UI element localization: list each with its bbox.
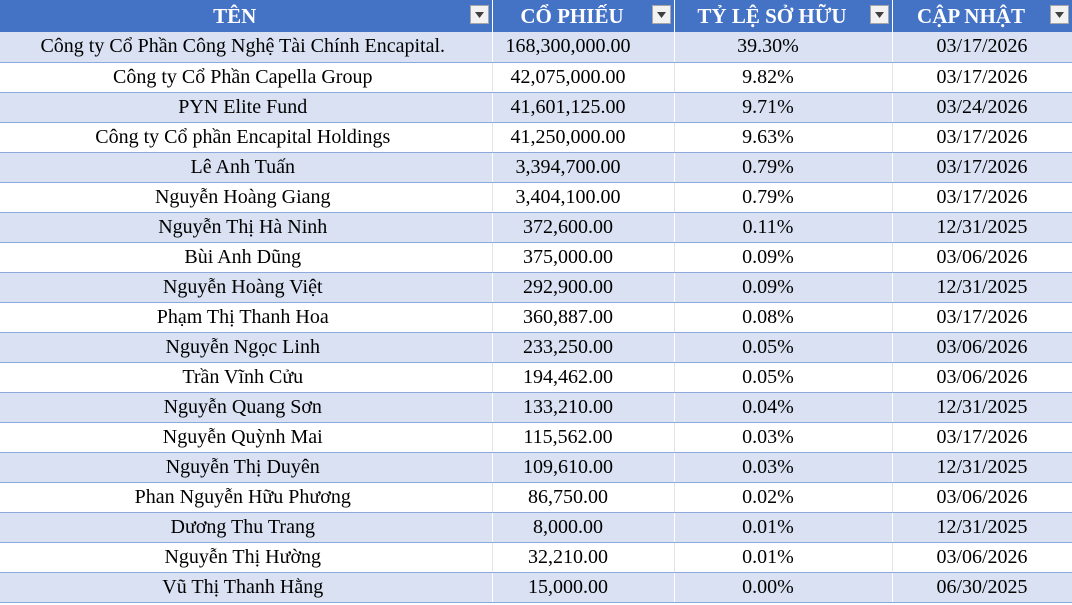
cell-shares[interactable]: 375,000.00 xyxy=(492,242,674,272)
cell-name[interactable]: Bùi Anh Dũng xyxy=(0,242,492,272)
cell-name[interactable]: Vũ Thị Thanh Hằng xyxy=(0,572,492,602)
cell-ratio[interactable]: 0.11% xyxy=(674,212,892,242)
cell-ratio[interactable]: 9.82% xyxy=(674,62,892,92)
table-row[interactable] xyxy=(0,302,1072,332)
cell-ratio[interactable]: 0.01% xyxy=(674,542,892,572)
table-row[interactable] xyxy=(0,422,1072,452)
table-row[interactable] xyxy=(0,212,1072,242)
table-row[interactable] xyxy=(0,92,1072,122)
table-row[interactable] xyxy=(0,152,1072,182)
table-row[interactable] xyxy=(0,122,1072,152)
cell-updated[interactable]: 03/06/2026 xyxy=(892,362,1072,392)
column-header-shares-label: CỔ PHIẾU xyxy=(520,3,624,28)
cell-name[interactable]: Công ty Cổ Phần Công Nghệ Tài Chính Encapital. xyxy=(0,32,492,62)
column-header-shares xyxy=(492,0,674,32)
cell-ratio[interactable]: 9.71% xyxy=(674,92,892,122)
cell-updated[interactable]: 03/17/2026 xyxy=(892,302,1072,332)
table-row[interactable] xyxy=(0,62,1072,92)
table-row[interactable] xyxy=(0,542,1072,572)
cell-name[interactable]: Lê Anh Tuấn xyxy=(0,152,492,182)
cell-updated[interactable]: 03/06/2026 xyxy=(892,332,1072,362)
cell-updated[interactable]: 12/31/2025 xyxy=(892,212,1072,242)
cell-name[interactable]: PYN Elite Fund xyxy=(0,92,492,122)
cell-shares[interactable]: 115,562.00 xyxy=(492,422,674,452)
cell-shares[interactable]: 32,210.00 xyxy=(492,542,674,572)
cell-shares[interactable]: 109,610.00 xyxy=(492,452,674,482)
cell-updated[interactable]: 03/17/2026 xyxy=(892,152,1072,182)
cell-updated[interactable]: 06/30/2025 xyxy=(892,572,1072,602)
cell-ratio[interactable]: 0.00% xyxy=(674,572,892,602)
cell-ratio[interactable]: 0.04% xyxy=(674,392,892,422)
cell-name[interactable]: Phạm Thị Thanh Hoa xyxy=(0,302,492,332)
cell-name[interactable]: Phan Nguyễn Hữu Phương xyxy=(0,482,492,512)
table-row[interactable] xyxy=(0,512,1072,542)
cell-ratio[interactable]: 0.02% xyxy=(674,482,892,512)
cell-updated[interactable]: 03/17/2026 xyxy=(892,32,1072,62)
cell-updated[interactable]: 03/17/2026 xyxy=(892,422,1072,452)
cell-updated[interactable]: 03/17/2026 xyxy=(892,182,1072,212)
column-header-updated-label: CẬP NHẬT xyxy=(917,3,1025,28)
cell-shares[interactable]: 372,600.00 xyxy=(492,212,674,242)
cell-shares[interactable]: 8,000.00 xyxy=(492,512,674,542)
cell-shares[interactable]: 233,250.00 xyxy=(492,332,674,362)
column-header-name xyxy=(0,0,492,32)
table-row[interactable] xyxy=(0,242,1072,272)
filter-dropdown-icon[interactable] xyxy=(470,5,489,24)
cell-shares[interactable]: 168,300,000.00 xyxy=(492,32,674,62)
cell-updated[interactable]: 12/31/2025 xyxy=(892,512,1072,542)
cell-shares[interactable]: 15,000.00 xyxy=(492,572,674,602)
filter-dropdown-icon[interactable] xyxy=(870,5,889,24)
cell-ratio[interactable]: 0.79% xyxy=(674,152,892,182)
cell-name[interactable]: Nguyễn Quỳnh Mai xyxy=(0,422,492,452)
cell-shares[interactable]: 86,750.00 xyxy=(492,482,674,512)
cell-ratio[interactable]: 39.30% xyxy=(674,32,892,62)
column-header-name-label: TÊN xyxy=(213,3,257,28)
cell-name[interactable]: Nguyễn Thị Hường xyxy=(0,542,492,572)
cell-shares[interactable]: 133,210.00 xyxy=(492,392,674,422)
cell-name[interactable]: Nguyễn Hoàng Giang xyxy=(0,182,492,212)
table-row[interactable] xyxy=(0,272,1072,302)
cell-name[interactable]: Trần Vĩnh Cửu xyxy=(0,362,492,392)
column-header-ratio xyxy=(674,0,892,32)
table-row[interactable] xyxy=(0,392,1072,422)
cell-name[interactable]: Nguyễn Thị Duyên xyxy=(0,452,492,482)
cell-ratio[interactable]: 0.79% xyxy=(674,182,892,212)
cell-shares[interactable]: 42,075,000.00 xyxy=(492,62,674,92)
cell-name[interactable]: Công ty Cổ Phần Capella Group xyxy=(0,62,492,92)
cell-shares[interactable]: 194,462.00 xyxy=(492,362,674,392)
cell-ratio[interactable]: 0.09% xyxy=(674,242,892,272)
cell-name[interactable]: Nguyễn Thị Hà Ninh xyxy=(0,212,492,242)
column-header-ratio-label: TỶ LỆ SỞ HỮU xyxy=(697,3,847,28)
cell-ratio[interactable]: 9.63% xyxy=(674,122,892,152)
table-row[interactable] xyxy=(0,452,1072,482)
table-row[interactable] xyxy=(0,572,1072,602)
cell-ratio[interactable]: 0.03% xyxy=(674,422,892,452)
cell-ratio[interactable]: 0.05% xyxy=(674,332,892,362)
table-row[interactable] xyxy=(0,32,1072,62)
filter-dropdown-icon[interactable] xyxy=(1050,5,1069,24)
cell-shares[interactable]: 41,250,000.00 xyxy=(492,122,674,152)
cell-name[interactable]: Nguyễn Hoàng Việt xyxy=(0,272,492,302)
header-row xyxy=(0,0,1072,32)
cell-shares[interactable]: 41,601,125.00 xyxy=(492,92,674,122)
table-row[interactable] xyxy=(0,332,1072,362)
cell-ratio[interactable]: 0.05% xyxy=(674,362,892,392)
cell-updated[interactable]: 03/06/2026 xyxy=(892,542,1072,572)
cell-updated[interactable]: 03/17/2026 xyxy=(892,122,1072,152)
cell-ratio[interactable]: 0.01% xyxy=(674,512,892,542)
cell-name[interactable]: Nguyễn Ngọc Linh xyxy=(0,332,492,362)
cell-shares[interactable]: 360,887.00 xyxy=(492,302,674,332)
column-header-updated xyxy=(892,0,1072,32)
cell-name[interactable]: Công ty Cổ phần Encapital Holdings xyxy=(0,122,492,152)
cell-updated[interactable]: 03/06/2026 xyxy=(892,242,1072,272)
cell-name[interactable]: Nguyễn Quang Sơn xyxy=(0,392,492,422)
cell-ratio[interactable]: 0.09% xyxy=(674,272,892,302)
table-row[interactable] xyxy=(0,182,1072,212)
cell-shares[interactable]: 292,900.00 xyxy=(492,272,674,302)
cell-updated[interactable]: 03/06/2026 xyxy=(892,482,1072,512)
cell-ratio[interactable]: 0.03% xyxy=(674,452,892,482)
cell-name[interactable]: Dương Thu Trang xyxy=(0,512,492,542)
table-row[interactable] xyxy=(0,362,1072,392)
cell-updated[interactable]: 03/17/2026 xyxy=(892,62,1072,92)
cell-updated[interactable]: 12/31/2025 xyxy=(892,452,1072,482)
cell-updated[interactable]: 03/24/2026 xyxy=(892,92,1072,122)
cell-updated[interactable]: 12/31/2025 xyxy=(892,272,1072,302)
cell-shares[interactable]: 3,394,700.00 xyxy=(492,152,674,182)
cell-shares[interactable]: 3,404,100.00 xyxy=(492,182,674,212)
table-row[interactable] xyxy=(0,482,1072,512)
cell-updated[interactable]: 12/31/2025 xyxy=(892,392,1072,422)
filter-dropdown-icon[interactable] xyxy=(652,5,671,24)
cell-ratio[interactable]: 0.08% xyxy=(674,302,892,332)
